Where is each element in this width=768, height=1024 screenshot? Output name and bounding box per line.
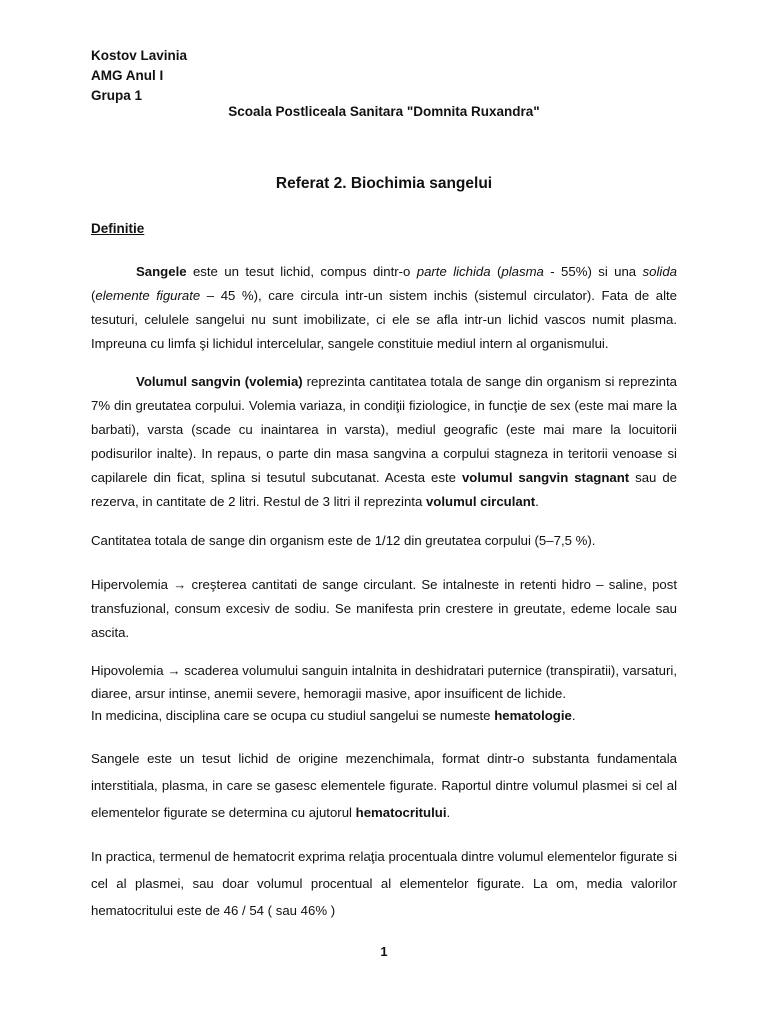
paragraph-hematocrit-intro: Sangele este un tesut lichid de origine mezenchimala, format dintr-o substanta fundamentala interstitiala, plasma, in care se gasesc elementele figurate. Raportul dintre volumul plasmei si cel al elementelor figurate se determina cu ajutorul hematocritului. bbox=[91, 751, 677, 820]
paragraph-hematocrit-practica: In practica, termenul de hematocrit exprima relaţia procentuala dintre volumul elementelor figurate si cel al plasmei, sau doar volumul procentual al elementelor figurate. La om, media valorilor hematocritului este de 46 / 54 ( sau 46% ) bbox=[91, 849, 677, 918]
term-hematocritului: hematocritului bbox=[355, 805, 447, 820]
document-title: Referat 2. Biochimia sangelui bbox=[275, 175, 493, 192]
author-name: Kostov Lavinia bbox=[91, 48, 188, 63]
paragraph-hematologie: In medicina, disciplina care se ocupa cu studiul sangelui se numeste hematologie. bbox=[91, 708, 576, 723]
term-volemia: Volumul sangvin (volemia) bbox=[136, 374, 303, 389]
term-volum-stagnant: volumul sangvin stagnant bbox=[461, 470, 630, 485]
page-number: 1 bbox=[380, 944, 388, 959]
term-sangele: Sangele bbox=[136, 264, 187, 279]
section-heading: Definitie bbox=[91, 221, 145, 236]
paragraph-hipervolemia: Hipervolemia → creşterea cantitati de sange circulant. Se intalneste in retenti hidro – saline, post transfuzional, consum excesiv de sodiu. Se manifesta prin crestere in greutate, edeme locale sau ascita. bbox=[91, 577, 677, 640]
paragraph-sangele: Sangele este un tesut lichid, compus dintr-o parte lichida (plasma - 55%) si una solida (elemente figurate – 45 %), care circula intr-un sistem inchis (sistemul circulator). Fata de alte tesuturi, celulele sangelui nu sunt imobilizate, ci ele se afla intr-un lichid vascos numit plasma. Impreuna cu limfa şi lichidul intercelular, sangele constituie mediul intern al organismului. bbox=[91, 264, 677, 351]
program-line: AMG Anul I bbox=[91, 68, 164, 83]
paragraph-hipovolemia: Hipovolemia → scaderea volumului sanguin intalnita in deshidratari puternice (transpiratii), varsaturi, diaree, arsur intinse, anemii severe, hemoragii masive, apor insuificent de lichide. bbox=[91, 663, 677, 701]
school-name: Scoala Postliceala Sanitara "Domnita Ruxandra" bbox=[228, 104, 540, 119]
paragraph-volemia: Volumul sangvin (volemia) reprezinta cantitatea totala de sange din organism si reprezinta 7% din greutatea corpului. Volemia variaza, in condiţii fiziologice, in funcţie de sex (este mai mare la barbati), varsta (scade cu inaintarea in varsta), mediul geografic (este mai mare la locuitorii podisurilor inalte). In repaus, o parte din masa sangvina a corpului stagneza in teritorii venoase si capilarele din ficat, splina si tesutul subcutanat. Acesta este volumul sangvin stagnant sau de rezerva, in cantitate de 2 litri. Restul de 3 litri il reprezinta volumul circulant. bbox=[91, 374, 677, 509]
term-volum-circulant: volumul circulant bbox=[425, 494, 536, 509]
term-hematologie: hematologie bbox=[494, 708, 572, 723]
group-line: Grupa 1 bbox=[91, 88, 143, 103]
paragraph-cantitatea: Cantitatea totala de sange din organism este de 1/12 din greutatea corpului (5–7,5 %). bbox=[91, 533, 596, 548]
